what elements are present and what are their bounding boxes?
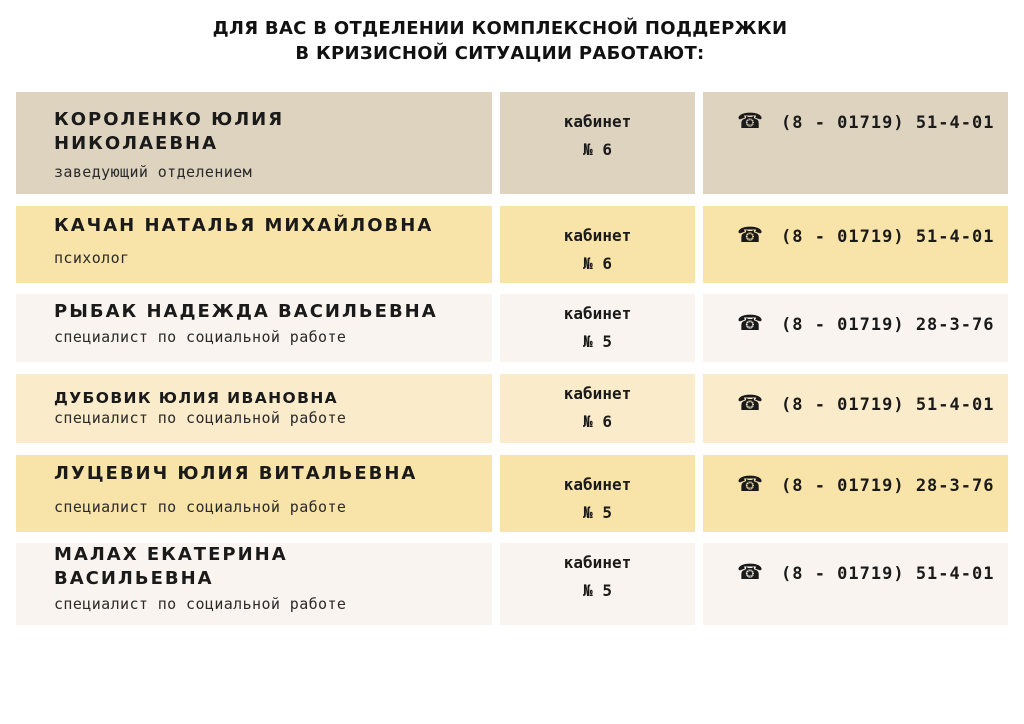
- cabinet-number: № 5: [583, 332, 612, 351]
- name-cell: [16, 92, 492, 194]
- staff-name: [54, 300, 482, 324]
- name-cell: [16, 455, 492, 532]
- cabinet-cell: [500, 455, 695, 532]
- staff-name-line-1: РЫБАК НАДЕЖДА ВАСИЛЬЕВНА: [54, 301, 438, 322]
- staff-name-line-2: НИКОЛАЕВНА: [54, 133, 219, 154]
- phone-cell: [703, 374, 1008, 443]
- cabinet-label: кабинет: [563, 304, 632, 323]
- staff-name: [54, 386, 482, 410]
- staff-name-line-2: ВАСИЛЬЕВНА: [54, 568, 214, 589]
- cabinet-cell: [500, 206, 695, 283]
- cabinet-number: № 6: [583, 412, 612, 431]
- staff-name-line-1: ЛУЦЕВИЧ ЮЛИЯ ВИТАЛЬЕВНА: [54, 463, 418, 484]
- phone-cell: [703, 206, 1008, 283]
- staff-row: [16, 206, 1008, 283]
- cabinet-cell: [500, 543, 695, 625]
- phone-number[interactable]: (8 - 01719) 51-4-01: [781, 113, 995, 133]
- cabinet-label: кабинет: [563, 475, 632, 494]
- cabinet-number: № 6: [583, 140, 612, 159]
- cabinet-cell: [500, 294, 695, 362]
- staff-role: психолог: [54, 249, 130, 267]
- phone-icon: ☎: [737, 223, 764, 247]
- name-cell: [16, 294, 492, 362]
- staff-row: [16, 543, 1008, 625]
- phone-icon: ☎: [737, 109, 764, 133]
- staff-name-line-1: МАЛАХ ЕКАТЕРИНА: [54, 544, 288, 565]
- staff-name: [54, 214, 482, 238]
- staff-row: [16, 92, 1008, 194]
- cabinet-label: кабинет: [563, 553, 632, 572]
- staff-name-line-1: КАЧАН НАТАЛЬЯ МИХАЙЛОВНА: [54, 215, 434, 236]
- title-line-2: В КРИЗИСНОЙ СИТУАЦИИ РАБОТАЮТ:: [295, 43, 705, 64]
- cabinet-number: № 5: [583, 503, 612, 522]
- cabinet-number: № 6: [583, 254, 612, 273]
- cabinet-cell: [500, 92, 695, 194]
- title-line-1: ДЛЯ ВАС В ОТДЕЛЕНИИ КОМПЛЕКСНОЙ ПОДДЕРЖКИ: [212, 18, 788, 39]
- phone-number[interactable]: (8 - 01719) 51-4-01: [781, 395, 995, 415]
- phone-number[interactable]: (8 - 01719) 51-4-01: [781, 227, 995, 247]
- cabinet-number: № 5: [583, 581, 612, 600]
- staff-name-line-1: КОРОЛЕНКО ЮЛИЯ: [54, 109, 285, 130]
- phone-icon: ☎: [737, 560, 764, 584]
- phone-icon: ☎: [737, 472, 764, 496]
- staff-row: [16, 455, 1008, 532]
- staff-row: [16, 374, 1008, 443]
- phone-cell: [703, 92, 1008, 194]
- phone-cell: [703, 543, 1008, 625]
- cabinet-label: кабинет: [563, 112, 632, 131]
- staff-name: [54, 108, 482, 156]
- name-cell: [16, 543, 492, 625]
- cabinet-label: кабинет: [563, 226, 632, 245]
- staff-role: специалист по социальной работе: [54, 498, 347, 516]
- staff-row: [16, 294, 1008, 362]
- staff-role: специалист по социальной работе: [54, 409, 347, 427]
- name-cell: [16, 374, 492, 443]
- phone-number[interactable]: (8 - 01719) 28-3-76: [781, 476, 995, 496]
- staff-name-line-1: ДУБОВИК ЮЛИЯ ИВАНОВНА: [54, 389, 339, 407]
- name-cell: [16, 206, 492, 283]
- phone-icon: ☎: [737, 311, 764, 335]
- phone-cell: [703, 455, 1008, 532]
- cabinet-label: кабинет: [563, 384, 632, 403]
- phone-number[interactable]: (8 - 01719) 28-3-76: [781, 315, 995, 335]
- phone-icon: ☎: [737, 391, 764, 415]
- phone-number[interactable]: (8 - 01719) 51-4-01: [781, 564, 995, 584]
- phone-cell: [703, 294, 1008, 362]
- staff-role: заведующий отделением: [54, 163, 253, 181]
- staff-role: специалист по социальной работе: [54, 328, 347, 346]
- staff-name: [54, 462, 482, 486]
- staff-role: специалист по социальной работе: [54, 595, 347, 613]
- cabinet-cell: [500, 374, 695, 443]
- staff-name: [54, 543, 482, 591]
